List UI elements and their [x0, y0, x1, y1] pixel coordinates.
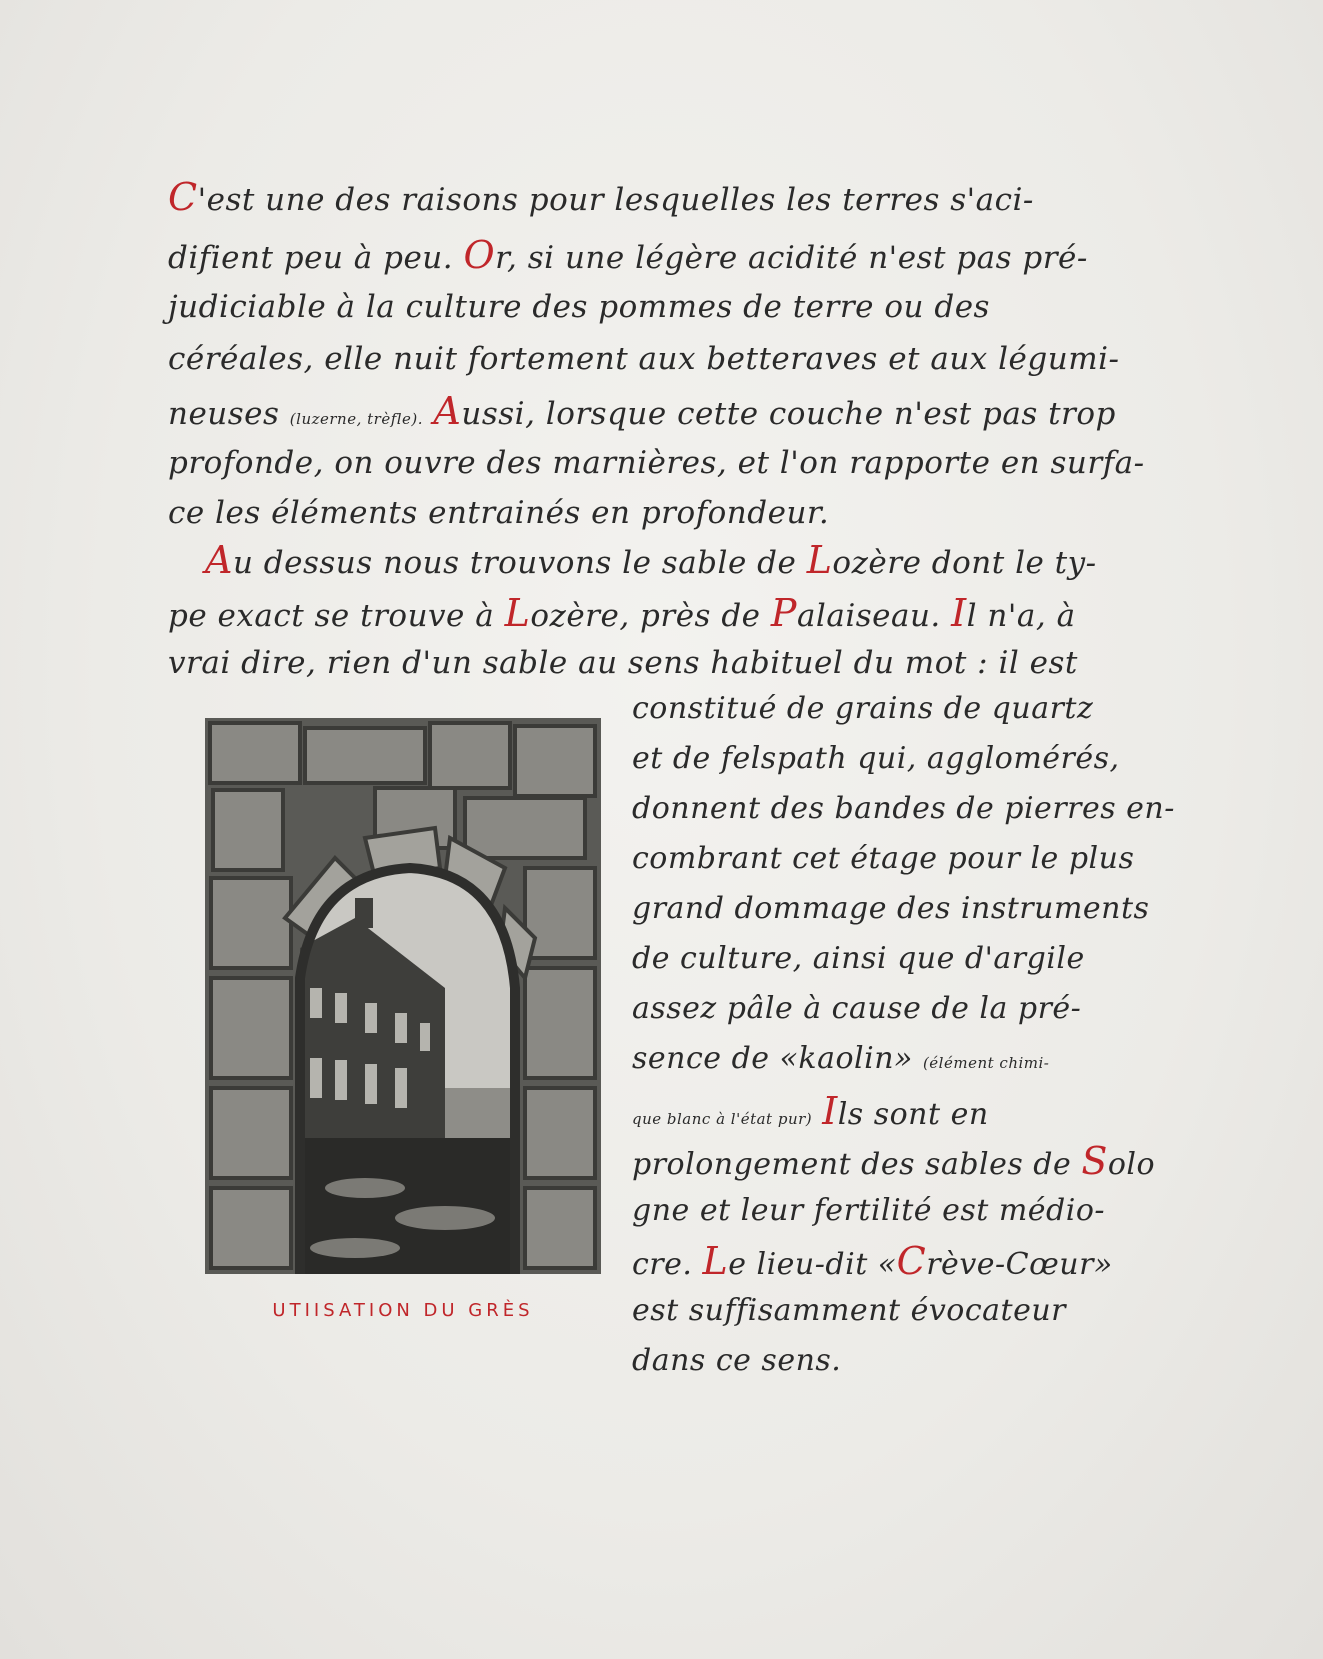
right-line-6: de culture, ainsi que d'argile — [632, 941, 1085, 976]
red-initial-i: I — [951, 591, 967, 635]
red-initial-a: A — [433, 389, 462, 433]
text-line-3: judiciable à la culture des pommes de terre ou des — [168, 289, 990, 325]
right-line-5: grand dommage des instruments — [632, 891, 1150, 926]
text-line-4: céréales, elle nuit fortement aux betteraves et aux légumi- — [168, 341, 1120, 377]
archway-photo — [205, 718, 601, 1274]
red-initial-o: O — [463, 233, 496, 277]
right-line-10: prolongement des sables de Solo — [632, 1139, 1156, 1183]
text-line-5: neuses (luzerne, trèfle). Aussi, lorsque cette couche n'est pas trop — [168, 389, 1116, 433]
luzerne-note: (luzerne, trèfle). — [289, 410, 424, 428]
text-line-6: profonde, on ouvre des marnières, et l'on rapporte en surfa- — [168, 445, 1145, 481]
right-line-3: donnent des bandes de pierres en- — [632, 791, 1175, 826]
red-initial-p: P — [770, 591, 797, 635]
photo-caption: UTIISATION DU GRÈS — [272, 1300, 534, 1321]
right-line-9: que blanc à l'état pur) Ils sont en — [632, 1089, 989, 1133]
text-line-7: ce les éléments entrainés en profondeur. — [168, 495, 830, 531]
right-line-1: constitué de grains de quartz — [632, 691, 1094, 726]
red-initial-l2: L — [504, 591, 531, 635]
text-line-9: pe exact se trouve à Lozère, près de Palaiseau. Il n'a, à — [168, 591, 1076, 635]
right-line-11: gne et leur fertilité est médio- — [632, 1193, 1106, 1228]
right-line-4: combrant cet étage pour le plus — [632, 841, 1135, 876]
text-line-2: difient peu à peu. Or, si une légère acidité n'est pas pré- — [168, 233, 1088, 277]
text-line-1: C'est une des raisons pour lesquelles les terres s'aci- — [168, 175, 1034, 219]
right-line-8: sence de «kaolin» (élément chimi- — [632, 1041, 1050, 1076]
right-line-13: est suffisamment évocateur — [632, 1293, 1067, 1328]
right-line-14: dans ce sens. — [632, 1343, 842, 1378]
text-line-10: vrai dire, rien d'un sable au sens habituel du mot : il est — [168, 645, 1078, 681]
red-initial-l: L — [806, 538, 833, 582]
red-initial-a2: A — [205, 538, 233, 582]
text-line-8: Au dessus nous trouvons le sable de Lozère dont le ty- — [205, 538, 1097, 582]
red-initial-s: S — [1081, 1139, 1108, 1183]
right-line-7: assez pâle à cause de la pré- — [632, 991, 1082, 1026]
red-initial-c2: C — [896, 1239, 927, 1283]
right-line-12: cre. Le lieu-dit «Crève-Cœur» — [632, 1239, 1113, 1283]
right-line-2: et de felspath qui, agglomérés, — [632, 741, 1120, 776]
red-initial-i2: I — [822, 1089, 838, 1133]
drop-initial-c: C — [168, 175, 198, 219]
red-initial-l3: L — [702, 1239, 729, 1283]
